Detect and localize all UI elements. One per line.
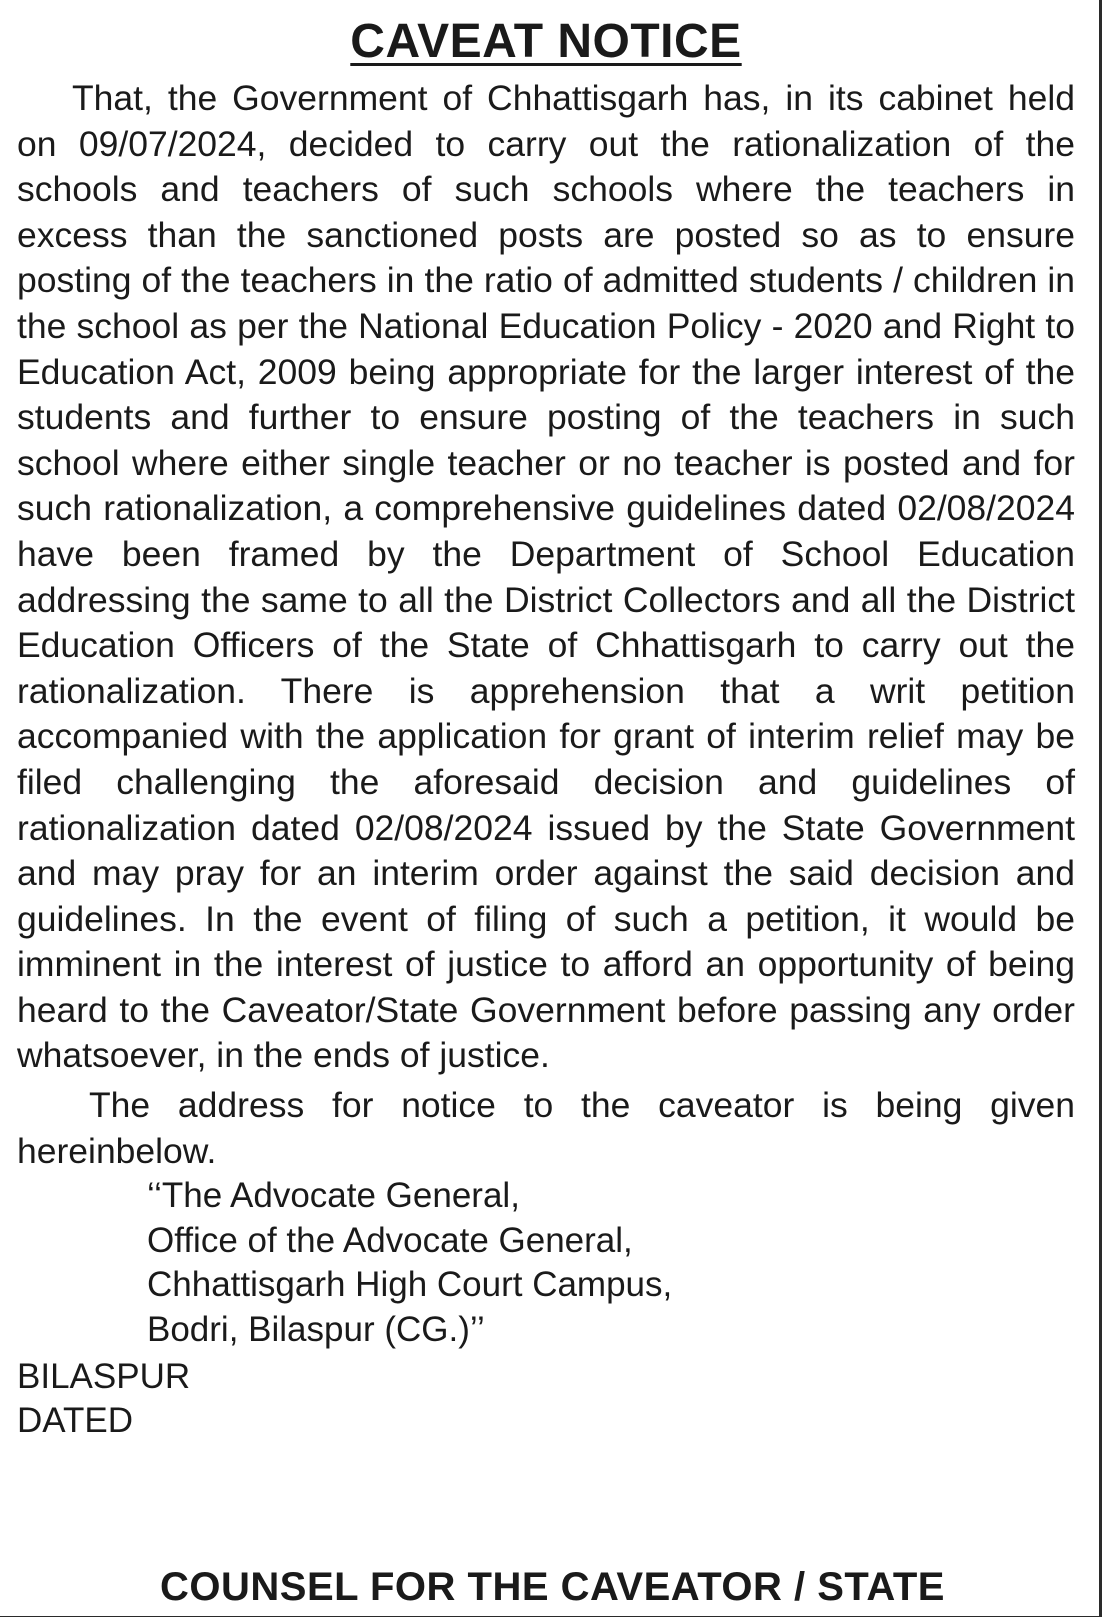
address-intro-paragraph: The address for notice to the caveator is being given hereinbelow. xyxy=(17,1085,1075,1171)
notice-title-text: CAVEAT NOTICE xyxy=(350,15,742,68)
address-line: ‘‘The Advocate General, xyxy=(147,1176,520,1216)
notice-body-paragraph: That, the Government of Chhattisgarh has, in its cabinet held on 09/07/2024, decided to carry out the rationalization of the schools and teachers of such schools where the teachers in excess than the sanctioned posts are posted so as to ensure posting of the teachers in the ratio of admitted students / children in the school as per the National Education Policy - 2020 and Right to Education Act, 2009 being appropriate for the larger interest of the students and further to ensure posting of the teachers in such school where either single teacher or no teacher is posted and for such rationalization, a comprehensive guidelines dated 02/08/2024 have been framed by the Department of School Education addressing the same to all the District Collectors and all the District Education Officers of the State of Chhattisgarh to carry out the rationalization. There is apprehension that a writ petition accompanied with the application for grant of interim relief may be filed challenging the aforesaid decision and guidelines of rationalization dated 02/08/2024 issued by the State Government and may pray for an interim order against the said decision and guidelines. In the event of filing of such a petition, it would be imminent in the interest of justice to afford an opportunity of being heard to the Caveator/State Government before passing any order whatsoever, in the ends of justice. xyxy=(17,78,1075,1076)
place: BILASPUR xyxy=(17,1357,191,1397)
caveator-address xyxy=(147,1174,1075,1352)
dated-label: DATED xyxy=(17,1401,134,1441)
place-and-date xyxy=(17,1355,1075,1443)
address-line: Chhattisgarh High Court Campus, xyxy=(147,1265,673,1305)
notice-title xyxy=(17,14,1075,70)
address-line: Office of the Advocate General, xyxy=(147,1220,633,1260)
address-line: Bodri, Bilaspur (CG.)’’ xyxy=(147,1309,485,1349)
signature-line: COUNSEL FOR THE CAVEATOR / STATE xyxy=(160,1565,945,1609)
caveat-notice xyxy=(17,14,1075,1443)
